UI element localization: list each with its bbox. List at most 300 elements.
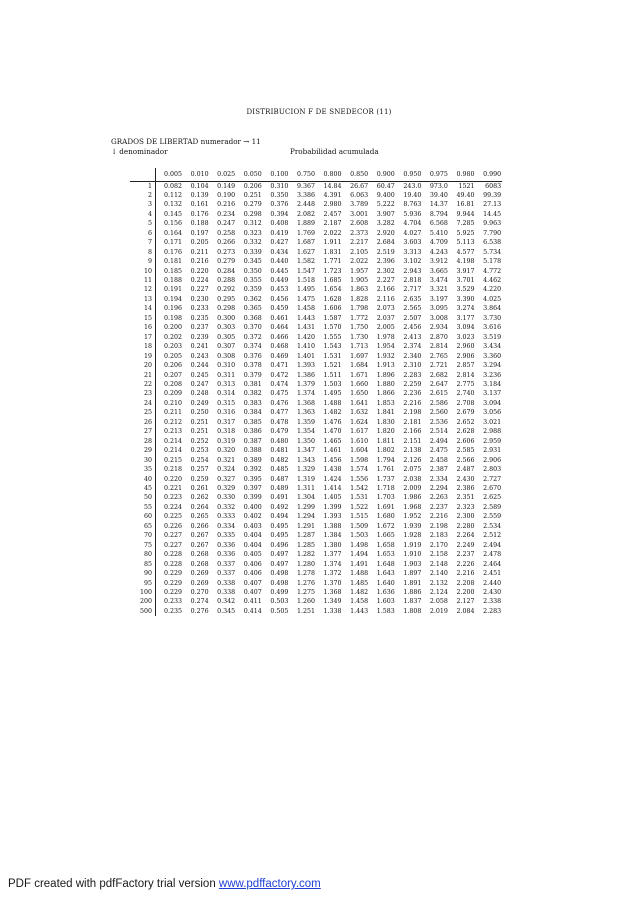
value-cell: 0.327 — [217, 475, 236, 483]
value-cell: 2.458 — [429, 456, 448, 464]
value-cell: 0.480 — [270, 437, 289, 445]
value-cell: 0.265 — [190, 513, 209, 521]
value-cell: 2.200 — [456, 588, 475, 596]
value-cell: 0.104 — [190, 182, 209, 190]
value-cell: 2.608 — [350, 220, 369, 228]
value-cell: 2.058 — [429, 598, 448, 606]
value-cell: 0.220 — [163, 475, 182, 483]
value-cell: 4.709 — [429, 239, 448, 247]
value-cell: 0.269 — [190, 579, 209, 587]
df-cell: 55 — [130, 503, 156, 512]
value-cell: 0.221 — [163, 485, 182, 492]
value-cell: 0.190 — [217, 191, 236, 199]
value-cell: 1.650 — [350, 390, 369, 398]
value-cell: 1.604 — [350, 447, 369, 455]
value-cell: 2.084 — [456, 607, 475, 615]
value-cell: 2.494 — [483, 541, 502, 549]
probability-header: 0.950 — [395, 168, 422, 181]
value-cell: 2.187 — [323, 220, 342, 228]
df-header-cell — [130, 168, 156, 181]
value-cell: 6.538 — [483, 239, 502, 247]
value-cell: 1.680 — [376, 513, 395, 521]
table-row — [130, 522, 502, 531]
value-cell: 1.494 — [350, 551, 369, 559]
value-cell: 0.381 — [243, 381, 262, 389]
value-cell: 9.400 — [376, 191, 395, 199]
value-cell: 3.177 — [456, 314, 475, 322]
value-cell: 1.410 — [296, 343, 315, 351]
value-cell: 0.198 — [163, 314, 182, 322]
value-cell: 3.094 — [456, 324, 475, 332]
value-cell: 1.903 — [403, 560, 422, 568]
probability-header: 0.050 — [236, 168, 263, 181]
value-cell: 1.640 — [376, 579, 395, 587]
value-cell: 1.347 — [296, 447, 315, 455]
value-cell: 0.243 — [190, 352, 209, 360]
value-cell: 0.202 — [163, 333, 182, 341]
value-cell: 0.464 — [270, 324, 289, 332]
value-cell: 7.285 — [456, 220, 475, 228]
grados-label: GRADOS DE LIBERTAD numerador → 11 — [111, 137, 261, 146]
value-cell: 4.772 — [483, 267, 502, 275]
value-cell: 1.304 — [296, 494, 315, 502]
value-cell: 1.932 — [376, 352, 395, 360]
value-cell: 4.577 — [456, 248, 475, 256]
value-cell: 0.405 — [243, 551, 262, 559]
value-cell: 2.334 — [429, 475, 448, 483]
value-cell: 2.512 — [483, 532, 502, 540]
table-row — [130, 219, 502, 228]
value-cell: 0.164 — [163, 229, 182, 237]
value-cell: 3.236 — [483, 371, 502, 379]
pdffactory-link[interactable]: www.pdffactory.com — [218, 878, 321, 890]
value-cell: 1521 — [458, 182, 475, 190]
value-cell: 1.713 — [350, 343, 369, 351]
value-cell: 2.586 — [429, 399, 448, 407]
value-cell: 1.543 — [323, 343, 342, 351]
value-cell: 1.641 — [350, 399, 369, 407]
value-cell: 2.818 — [403, 277, 422, 285]
df-cell: 14 — [130, 304, 156, 313]
value-cell: 0.216 — [217, 201, 236, 209]
value-cell: 0.312 — [243, 220, 262, 228]
value-cell: 1.653 — [376, 551, 395, 559]
table-row — [130, 210, 502, 219]
value-cell: 2.132 — [429, 579, 448, 587]
value-cell: 0.310 — [270, 182, 289, 190]
value-cell: 3.001 — [350, 210, 369, 218]
value-cell: 1.808 — [403, 607, 422, 615]
value-cell: 0.145 — [163, 210, 182, 218]
value-cell: 0.228 — [163, 551, 182, 559]
value-cell: 3.386 — [296, 191, 315, 199]
value-cell: 1.260 — [296, 598, 315, 606]
value-cell: 0.253 — [190, 447, 209, 455]
value-cell: 2.208 — [456, 579, 475, 587]
value-cell: 1.399 — [323, 503, 342, 511]
value-cell: 0.459 — [270, 305, 289, 313]
df-cell: 13 — [130, 295, 156, 304]
df-cell: 1 — [130, 181, 156, 191]
value-cell: 2.249 — [456, 541, 475, 549]
value-cell: 3.023 — [456, 333, 475, 341]
value-cell: 0.449 — [270, 277, 289, 285]
value-cell: 0.191 — [163, 286, 182, 294]
value-cell: 1.276 — [296, 579, 315, 587]
value-cell: 1.278 — [296, 570, 315, 578]
value-cell: 0.307 — [217, 343, 236, 351]
value-cell: 0.237 — [190, 324, 209, 332]
value-cell: 4.391 — [323, 191, 342, 199]
value-cell: 0.440 — [270, 258, 289, 266]
value-cell: 4.220 — [483, 286, 502, 294]
table-row — [130, 191, 502, 200]
value-cell: 1.287 — [296, 532, 315, 540]
value-cell: 1.380 — [323, 541, 342, 549]
value-cell: 0.406 — [243, 570, 262, 578]
value-cell: 2.019 — [429, 607, 448, 615]
value-cell: 1.393 — [323, 513, 342, 521]
value-cell: 2.263 — [429, 494, 448, 502]
value-cell: 0.206 — [163, 362, 182, 370]
value-cell: 0.288 — [217, 277, 236, 285]
value-cell: 0.227 — [190, 286, 209, 294]
value-cell: 4.198 — [456, 258, 475, 266]
value-cell: 1.522 — [350, 503, 369, 511]
denominador-label: ↓ denominador — [111, 147, 168, 156]
value-cell: 1.511 — [323, 371, 342, 379]
value-cell: 1.338 — [323, 607, 342, 615]
df-cell: 18 — [130, 342, 156, 351]
value-cell: 1.610 — [350, 437, 369, 445]
value-cell: 0.251 — [243, 191, 262, 199]
value-cell: 6.063 — [350, 191, 369, 199]
pdf-footer — [8, 878, 321, 890]
value-cell: 2.181 — [403, 418, 422, 426]
df-cell: 29 — [130, 446, 156, 455]
table-row — [130, 607, 502, 616]
value-cell: 1.587 — [323, 314, 342, 322]
value-cell: 3.474 — [429, 277, 448, 285]
value-cell: 0.225 — [163, 513, 182, 521]
value-cell: 0.245 — [190, 371, 209, 379]
value-cell: 0.362 — [243, 295, 262, 303]
value-cell: 0.171 — [163, 239, 182, 247]
value-cell: 0.350 — [270, 191, 289, 199]
value-cell: 2.283 — [403, 371, 422, 379]
value-cell: 0.320 — [217, 447, 236, 455]
value-cell: 0.338 — [217, 588, 236, 596]
value-cell: 2.559 — [483, 513, 502, 521]
value-cell: 2.166 — [403, 428, 422, 436]
value-cell: 3.907 — [376, 210, 395, 218]
value-cell: 0.264 — [190, 503, 209, 511]
value-cell: 1.488 — [350, 570, 369, 578]
value-cell: 1.794 — [376, 456, 395, 464]
df-cell: 21 — [130, 371, 156, 380]
table-row — [130, 503, 502, 512]
value-cell: 0.499 — [270, 588, 289, 596]
value-cell: 1.329 — [296, 466, 315, 474]
value-cell: 1.798 — [350, 305, 369, 313]
value-cell: 0.269 — [190, 570, 209, 578]
value-cell: 0.257 — [190, 466, 209, 474]
value-cell: 0.387 — [243, 437, 262, 445]
table-row — [130, 408, 502, 417]
value-cell: 0.305 — [217, 333, 236, 341]
table-row — [130, 512, 502, 521]
value-cell: 2.430 — [456, 475, 475, 483]
df-cell: 500 — [130, 607, 156, 616]
value-cell: 1.919 — [403, 541, 422, 549]
value-cell: 3.102 — [403, 258, 422, 266]
value-cell: 2.478 — [483, 551, 502, 559]
value-cell: 1.275 — [296, 588, 315, 596]
value-cell: 0.482 — [270, 456, 289, 464]
table-row — [130, 484, 502, 493]
value-cell: 1.968 — [403, 503, 422, 511]
value-cell: 0.241 — [190, 343, 209, 351]
value-cell: 0.268 — [190, 560, 209, 568]
value-cell: 1.343 — [296, 456, 315, 464]
value-cell: 1.831 — [323, 248, 342, 256]
footer-text: PDF created with pdfFactory trial version — [8, 878, 219, 890]
value-cell: 1.443 — [350, 607, 369, 615]
value-cell: 2.237 — [429, 503, 448, 511]
value-cell: 1.393 — [296, 362, 315, 370]
value-cell: 1.465 — [323, 437, 342, 445]
value-cell: 1.636 — [376, 588, 395, 596]
df-cell: 11 — [130, 276, 156, 285]
value-cell: 0.215 — [163, 456, 182, 464]
value-cell: 2.236 — [403, 390, 422, 398]
value-cell: 2.456 — [403, 324, 422, 332]
value-cell: 973.0 — [429, 182, 448, 190]
value-cell: 0.408 — [270, 220, 289, 228]
df-cell: 80 — [130, 550, 156, 559]
value-cell: 0.370 — [243, 324, 262, 332]
value-cell: 2.565 — [403, 305, 422, 313]
value-cell: 2.166 — [376, 286, 395, 294]
value-cell: 2.670 — [483, 485, 502, 492]
value-cell: 2.457 — [323, 210, 342, 218]
value-cell: 2.374 — [403, 343, 422, 351]
value-cell: 3.274 — [456, 305, 475, 313]
value-cell: 0.249 — [190, 399, 209, 407]
value-cell: 1.299 — [296, 503, 315, 511]
value-cell: 3.912 — [429, 258, 448, 266]
value-cell: 1.401 — [296, 352, 315, 360]
value-cell: 1.374 — [323, 560, 342, 568]
value-cell: 0.332 — [243, 239, 262, 247]
value-cell: 1.377 — [323, 551, 342, 559]
value-cell: 0.368 — [243, 314, 262, 322]
value-cell: 0.427 — [270, 239, 289, 247]
value-cell: 1.660 — [350, 381, 369, 389]
value-cell: 1.986 — [403, 494, 422, 502]
value-cell: 0.319 — [217, 437, 236, 445]
value-cell: 2.721 — [429, 362, 448, 370]
value-cell: 0.383 — [243, 399, 262, 407]
value-cell: 2.373 — [350, 229, 369, 237]
df-cell: 9 — [130, 257, 156, 266]
value-cell: 2.625 — [483, 494, 502, 502]
value-cell: 1.470 — [323, 428, 342, 436]
value-cell: 0.376 — [270, 201, 289, 209]
df-cell: 23 — [130, 389, 156, 398]
value-cell: 0.308 — [217, 352, 236, 360]
value-cell: 2.396 — [376, 258, 395, 266]
value-cell: 3.094 — [483, 399, 502, 407]
value-cell: 243.0 — [403, 182, 422, 190]
probability-header: 0.980 — [449, 168, 476, 181]
value-cell: 9.367 — [296, 182, 315, 190]
df-cell: 16 — [130, 323, 156, 332]
value-cell: 2.507 — [403, 314, 422, 322]
value-cell: 0.406 — [243, 560, 262, 568]
probability-header: 0.975 — [422, 168, 449, 181]
value-cell: 3.616 — [483, 324, 502, 332]
table-row — [130, 456, 502, 465]
value-cell: 0.378 — [243, 362, 262, 370]
value-cell: 2.198 — [403, 409, 422, 417]
value-cell: 0.314 — [217, 390, 236, 398]
value-cell: 3.056 — [483, 409, 502, 417]
value-cell: 2.487 — [456, 466, 475, 474]
value-cell: 2.652 — [456, 418, 475, 426]
value-cell: 1.913 — [376, 362, 395, 370]
table-row — [130, 361, 502, 370]
value-cell: 2.183 — [429, 532, 448, 540]
value-cell: 1.718 — [376, 485, 395, 492]
value-cell: 0.339 — [243, 248, 262, 256]
value-cell: 0.228 — [163, 560, 182, 568]
value-cell: 0.234 — [217, 210, 236, 218]
value-cell: 2.148 — [429, 560, 448, 568]
value-cell: 5.925 — [456, 229, 475, 237]
value-cell: 2.519 — [376, 248, 395, 256]
value-cell: 2.075 — [403, 466, 422, 474]
table-row — [130, 531, 502, 540]
value-cell: 1.547 — [296, 267, 315, 275]
value-cell: 1.363 — [296, 409, 315, 417]
value-cell: 0.292 — [217, 286, 236, 294]
value-cell: 0.385 — [243, 418, 262, 426]
df-cell: 30 — [130, 456, 156, 465]
value-cell: 1.643 — [376, 570, 395, 578]
value-cell: 3.021 — [483, 418, 502, 426]
table-row — [130, 380, 502, 389]
value-cell: 60.47 — [376, 182, 395, 190]
value-cell: 1.388 — [323, 522, 342, 530]
value-cell: 1.359 — [296, 418, 315, 426]
value-cell: 1.723 — [323, 267, 342, 275]
value-cell: 1.475 — [296, 295, 315, 303]
value-cell: 3.864 — [483, 305, 502, 313]
value-cell: 0.284 — [217, 267, 236, 275]
value-cell: 2.302 — [376, 267, 395, 275]
value-cell: 1.866 — [376, 390, 395, 398]
value-cell: 1.886 — [403, 588, 422, 596]
df-cell: 85 — [130, 560, 156, 569]
probability-header: 0.025 — [209, 168, 236, 181]
value-cell: 1.658 — [376, 541, 395, 549]
value-cell: 99.39 — [483, 191, 502, 199]
value-cell: 0.273 — [217, 248, 236, 256]
value-cell: 0.216 — [190, 258, 209, 266]
value-cell: 1.939 — [403, 522, 422, 530]
value-cell: 2.906 — [456, 352, 475, 360]
value-cell: 0.259 — [190, 475, 209, 483]
value-cell: 0.468 — [270, 343, 289, 351]
value-cell: 1.531 — [323, 352, 342, 360]
value-cell: 2.727 — [483, 475, 502, 483]
df-cell: 40 — [130, 475, 156, 484]
df-cell: 65 — [130, 522, 156, 531]
value-cell: 1.556 — [350, 475, 369, 483]
value-cell: 0.469 — [270, 352, 289, 360]
value-cell: 0.478 — [270, 418, 289, 426]
df-cell: 8 — [130, 248, 156, 257]
value-cell: 0.477 — [270, 409, 289, 417]
value-cell: 0.355 — [243, 277, 262, 285]
f-distribution-table — [130, 168, 502, 616]
value-cell: 2.310 — [403, 362, 422, 370]
value-cell: 1.830 — [376, 418, 395, 426]
value-cell: 6083 — [485, 182, 502, 190]
df-cell: 50 — [130, 493, 156, 502]
value-cell: 1.684 — [350, 362, 369, 370]
value-cell: 2.560 — [429, 409, 448, 417]
value-cell: 0.503 — [270, 598, 289, 606]
value-cell: 1.889 — [296, 220, 315, 228]
value-cell: 2.237 — [456, 551, 475, 559]
value-cell: 2.037 — [376, 314, 395, 322]
value-cell: 1.769 — [296, 229, 315, 237]
df-cell: 26 — [130, 418, 156, 427]
probability-header: 0.100 — [262, 168, 289, 181]
value-cell: 0.252 — [190, 437, 209, 445]
value-cell: 0.345 — [243, 258, 262, 266]
value-cell: 1.811 — [376, 437, 395, 445]
value-cell: 1.665 — [376, 532, 395, 540]
value-cell: 1.627 — [296, 248, 315, 256]
value-cell: 3.321 — [429, 286, 448, 294]
table-row — [130, 579, 502, 588]
value-cell: 1.354 — [296, 428, 315, 436]
value-cell: 26.67 — [350, 182, 369, 190]
value-cell: 1.294 — [296, 513, 315, 521]
value-cell: 1.897 — [403, 570, 422, 578]
value-cell: 3.519 — [483, 333, 502, 341]
value-cell: 3.360 — [483, 352, 502, 360]
value-cell: 0.235 — [190, 314, 209, 322]
value-cell: 0.466 — [270, 333, 289, 341]
value-cell: 0.300 — [217, 314, 236, 322]
value-cell: 9.944 — [456, 210, 475, 218]
value-cell: 0.258 — [217, 229, 236, 237]
value-cell: 0.407 — [243, 579, 262, 587]
value-cell: 0.261 — [190, 485, 209, 492]
value-cell: 4.462 — [483, 277, 502, 285]
value-cell: 0.082 — [163, 182, 182, 190]
value-cell: 0.472 — [270, 371, 289, 379]
value-cell: 0.411 — [243, 598, 262, 606]
value-cell: 2.116 — [376, 295, 395, 303]
value-cell: 0.247 — [217, 220, 236, 228]
df-cell: 200 — [130, 597, 156, 606]
table-row — [130, 541, 502, 550]
